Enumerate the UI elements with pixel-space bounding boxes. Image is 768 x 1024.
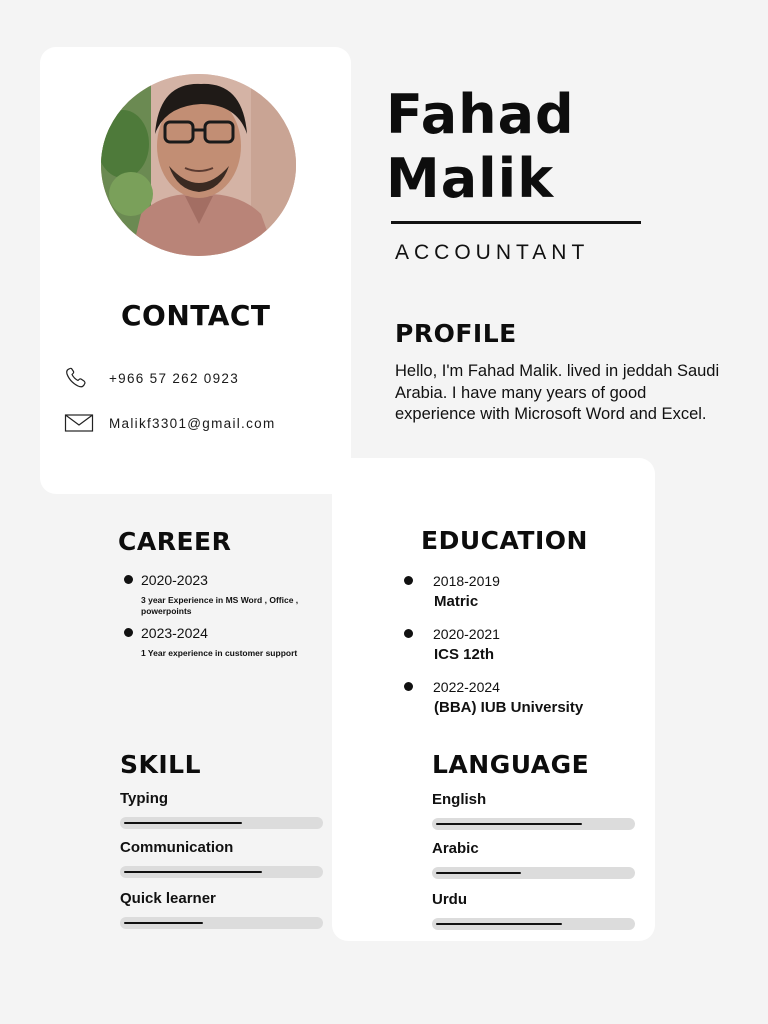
education-years: 2022-2024 bbox=[433, 678, 500, 695]
career-description: 1 Year experience in customer support bbox=[141, 648, 298, 658]
skill-item bbox=[120, 839, 324, 878]
language-bar-fill bbox=[436, 823, 582, 825]
education-item bbox=[404, 625, 644, 663]
language-bar-fill bbox=[436, 923, 562, 925]
language-bar bbox=[432, 867, 635, 879]
profile-photo bbox=[101, 74, 296, 256]
skill-label: Communication bbox=[120, 839, 234, 856]
profile-heading: PROFILE bbox=[395, 319, 517, 348]
language-label: Urdu bbox=[432, 891, 467, 908]
career-heading: CAREER bbox=[118, 527, 232, 556]
skill-bar-fill bbox=[124, 922, 203, 924]
skill-label: Quick learner bbox=[120, 890, 216, 907]
profile-text: Hello, I'm Fahad Malik. lived in jeddah Saudi Arabia. I have many years of good experience with Microsoft Word and Excel. bbox=[395, 362, 720, 423]
bullet-icon bbox=[404, 629, 413, 638]
first-name: Fahad bbox=[386, 83, 575, 146]
language-item bbox=[432, 791, 636, 830]
email-address: Malikf3301@gmail.com bbox=[109, 415, 276, 431]
language-bar bbox=[432, 918, 635, 930]
envelope-icon bbox=[64, 411, 94, 435]
education-item bbox=[404, 572, 644, 610]
language-heading: LANGUAGE bbox=[432, 750, 590, 779]
education-degree: ICS 12th bbox=[434, 646, 495, 663]
phone-number: +966 57 262 0923 bbox=[109, 370, 240, 386]
name-divider bbox=[391, 221, 641, 224]
language-label: English bbox=[432, 791, 487, 808]
contact-email bbox=[64, 411, 276, 435]
language-bar-fill bbox=[436, 872, 521, 874]
phone-icon bbox=[64, 366, 94, 390]
skill-bar-fill bbox=[124, 871, 262, 873]
career-years: 2020-2023 bbox=[141, 571, 208, 588]
language-label: Arabic bbox=[432, 840, 479, 857]
education-degree: Matric bbox=[434, 593, 479, 610]
skill-bar bbox=[120, 866, 323, 878]
bullet-icon bbox=[404, 682, 413, 691]
bullet-icon bbox=[404, 576, 413, 585]
career-item bbox=[124, 571, 314, 617]
skill-bar-fill bbox=[124, 822, 242, 824]
job-title: ACCOUNTANT bbox=[395, 241, 590, 264]
education-heading: EDUCATION bbox=[421, 526, 588, 555]
education-years: 2020-2021 bbox=[433, 625, 500, 642]
career-item bbox=[124, 624, 314, 659]
education-item bbox=[404, 678, 644, 716]
career-description: 3 year Experience in MS Word , Office , powerpoints bbox=[141, 595, 299, 616]
language-item bbox=[432, 840, 636, 879]
skill-bar bbox=[120, 917, 323, 929]
contact-heading: CONTACT bbox=[121, 299, 271, 332]
bullet-icon bbox=[124, 575, 133, 584]
skill-item bbox=[120, 890, 324, 929]
skill-bar bbox=[120, 817, 323, 829]
career-years: 2023-2024 bbox=[141, 624, 208, 641]
skill-heading: SKILL bbox=[120, 750, 202, 779]
skill-item bbox=[120, 790, 324, 829]
contact-phone bbox=[64, 366, 239, 390]
language-bar bbox=[432, 818, 635, 830]
skill-label: Typing bbox=[120, 790, 169, 807]
last-name: Malik bbox=[386, 147, 555, 210]
education-years: 2018-2019 bbox=[433, 572, 500, 589]
bullet-icon bbox=[124, 628, 133, 637]
language-item bbox=[432, 891, 636, 930]
education-degree: (BBA) IUB University bbox=[434, 699, 584, 716]
